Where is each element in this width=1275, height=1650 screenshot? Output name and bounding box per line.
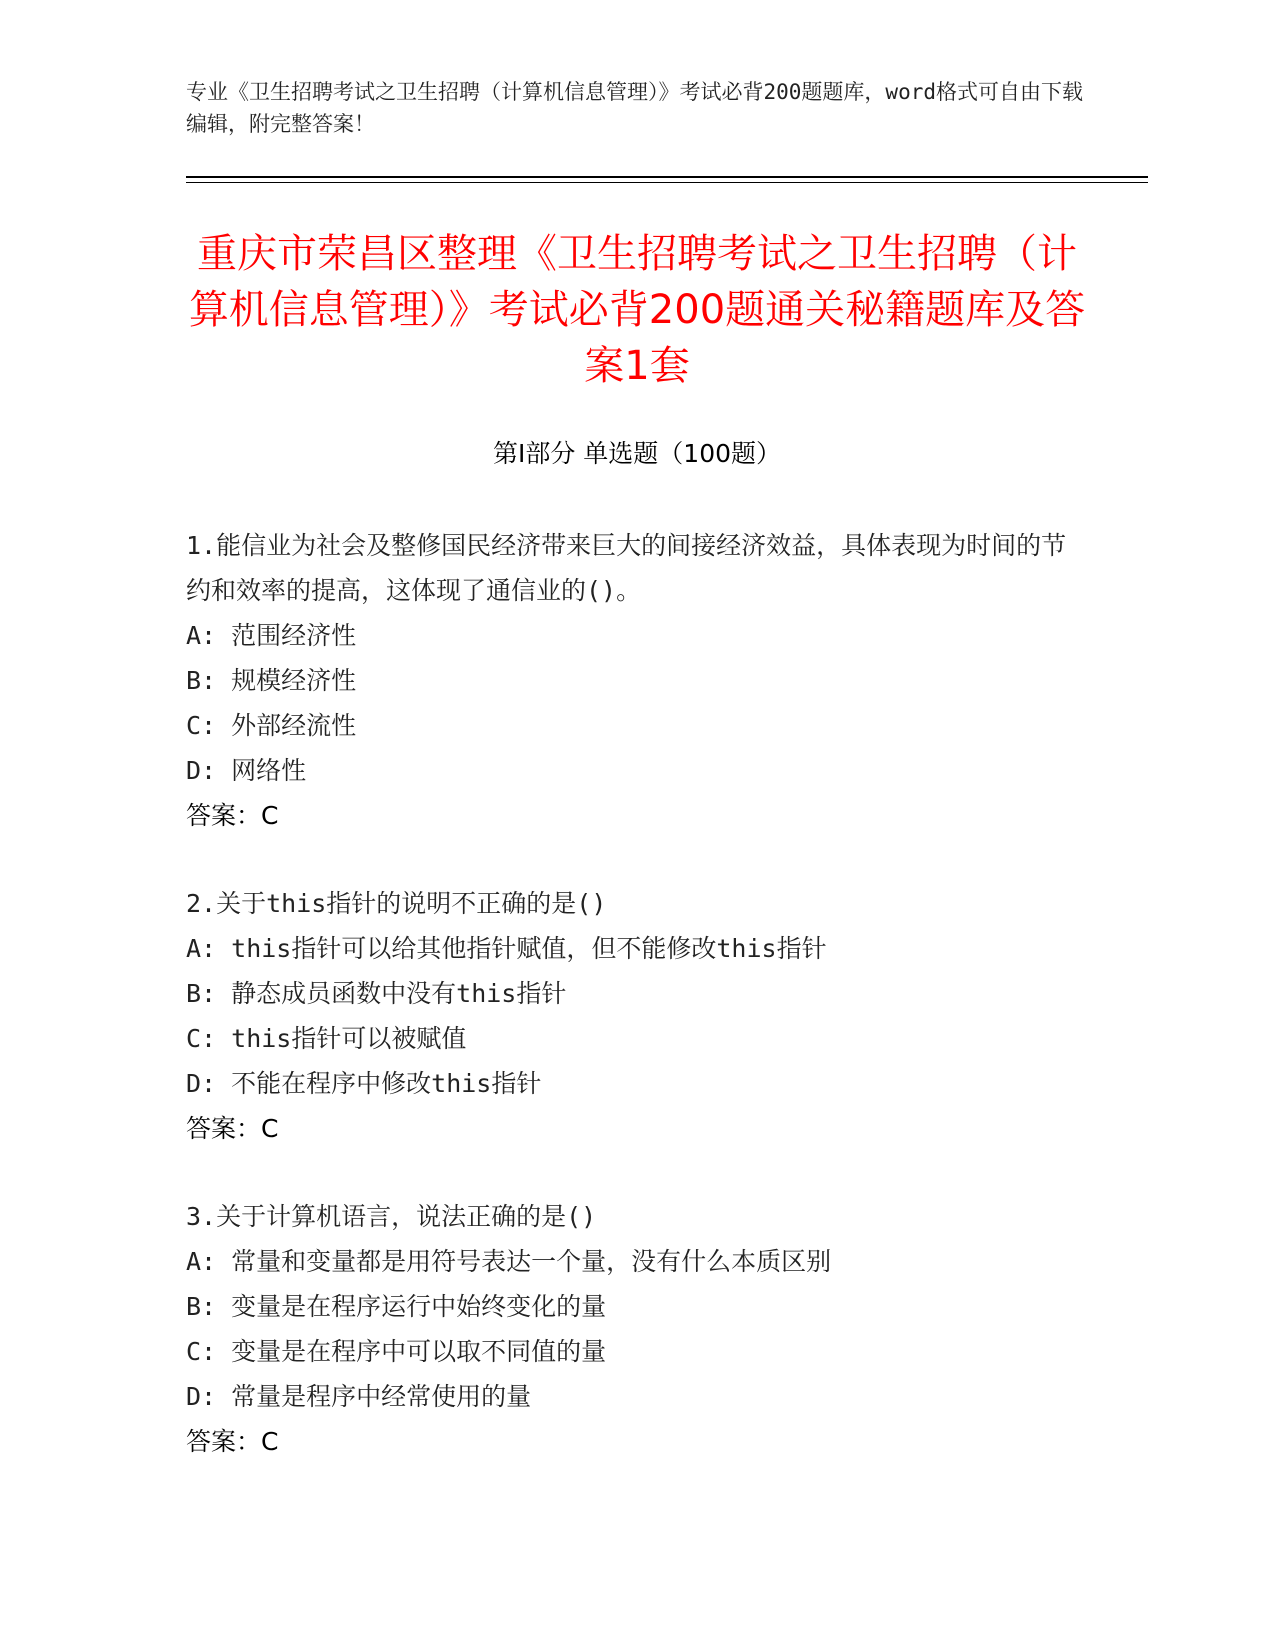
header-divider-thin	[186, 182, 1148, 183]
header-note: 专业《卫生招聘考试之卫生招聘（计算机信息管理）》考试必背200题题库，word格式可自由下载编辑，附完整答案！	[186, 80, 1083, 136]
document-title: 重庆市荣昌区整理《卫生招聘考试之卫生招聘（计算机信息管理）》考试必背200题通关秘籍题库及答案1套	[188, 231, 1086, 389]
option-a: A: 范围经济性	[186, 621, 357, 650]
question-stem: 2.关于this指针的说明不正确的是()	[186, 889, 607, 918]
option-d: D: 网络性	[186, 756, 307, 785]
question-1	[186, 523, 1086, 838]
option-a: A: 常量和变量都是用符号表达一个量，没有什么本质区别	[186, 1247, 832, 1276]
question-stem: 3.关于计算机语言，说法正确的是()	[186, 1202, 597, 1231]
option-c: C: this指针可以被赋值	[186, 1024, 467, 1053]
section-title: 第Ⅰ部分 单选题（100题）	[492, 439, 782, 468]
question-list	[186, 523, 1086, 1507]
option-b: B: 规模经济性	[186, 666, 357, 695]
question-3	[186, 1194, 1086, 1464]
question-stem: 1.能信业为社会及整修国民经济带来巨大的间接经济效益，具体表现为时间的节约和效率的提高，这体现了通信业的()。	[186, 531, 1067, 605]
option-a: A: this指针可以给其他指针赋值，但不能修改this指针	[186, 934, 827, 963]
option-b: B: 静态成员函数中没有this指针	[186, 979, 567, 1008]
option-d: D: 不能在程序中修改this指针	[186, 1069, 542, 1098]
option-d: D: 常量是程序中经常使用的量	[186, 1382, 532, 1411]
question-2	[186, 881, 1086, 1151]
header-divider-thick	[186, 176, 1148, 178]
answer-label: 答案：C	[186, 1114, 279, 1143]
answer-label: 答案：C	[186, 1427, 279, 1456]
answer-label: 答案：C	[186, 801, 279, 830]
option-b: B: 变量是在程序运行中始终变化的量	[186, 1292, 607, 1321]
option-c: C: 变量是在程序中可以取不同值的量	[186, 1337, 607, 1366]
option-c: C: 外部经流性	[186, 711, 357, 740]
